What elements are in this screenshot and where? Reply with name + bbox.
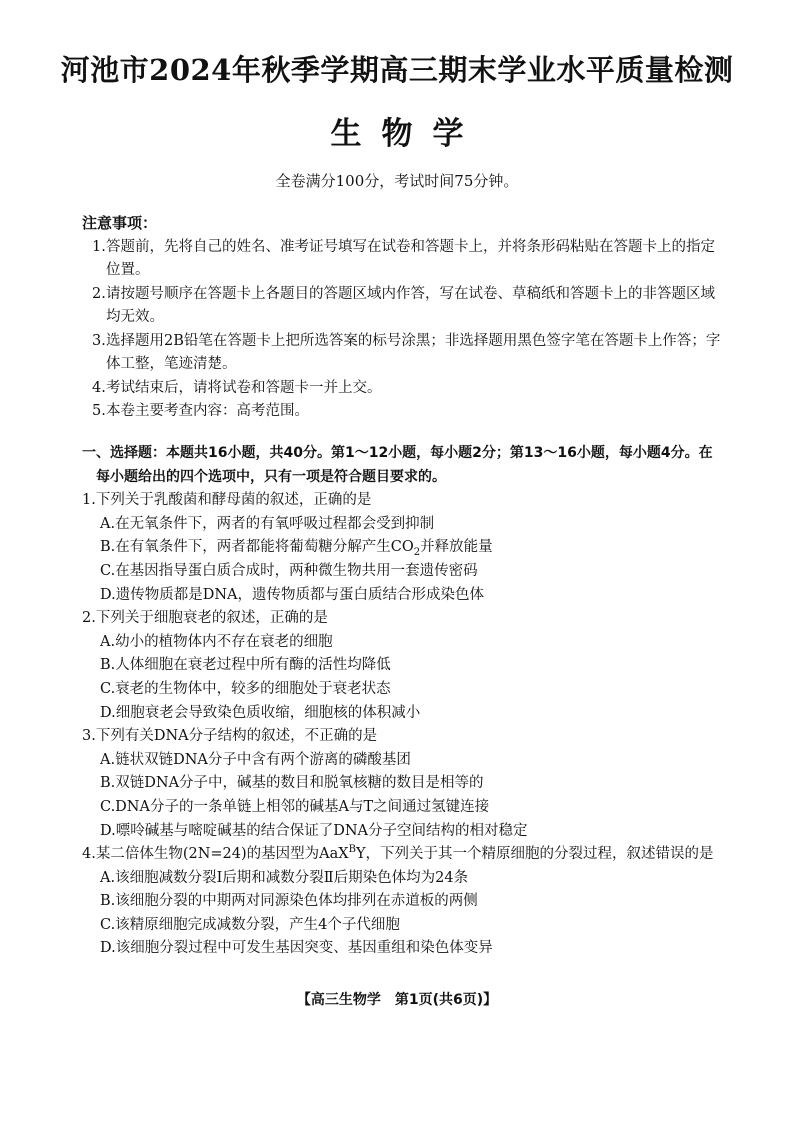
option-a: A.该细胞减数分裂Ⅰ后期和减数分裂Ⅱ后期染色体均为24条 [100,869,469,886]
option-c: C.在基因指导蛋白质合成时，两种微生物共用一套遗传密码 [100,562,478,579]
option-c: C.该精原细胞完成减数分裂，产生4个子代细胞 [100,916,400,933]
option-d: D.嘌呤碱基与嘧啶碱基的结合保证了DNA分子空间结构的相对稳定 [100,822,528,839]
question-stem: 2.下列关于细胞衰老的叙述，正确的是 [82,610,328,627]
option-c: C.DNA分子的一条单链上相邻的碱基A与T之间通过氢键连接 [100,798,490,815]
exam-title: 河池市2024年秋季学期高三期末学业水平质量检测 [60,53,734,87]
notice-item: 4.考试结束后，请将试卷和答题卡一并上交。 [92,379,382,396]
notice-item: 2.请按题号顺序在答题卡上各题目的答题区域内作答，写在试卷、草稿纸和答题卡上的非答题区域均无效。 [92,285,715,325]
question-1 [82,489,717,607]
notice-block [82,212,722,424]
option-d: D.细胞衰老会导致染色质收缩，细胞核的体积减小 [100,704,421,721]
question-4 [82,843,717,961]
option-b: B.人体细胞在衰老过程中所有酶的活性均降低 [100,657,391,674]
page-footer: 【高三生物学 第1页(共6页)】 [296,992,498,1008]
option-b: B.在有氧条件下，两者都能将葡萄糖分解产生$CO_2$并释放能量 [100,539,493,559]
option-c: C.衰老的生物体中，较多的细胞处于衰老状态 [100,680,391,697]
notice-item: 5.本卷主要考查内容：高考范围。 [92,403,309,419]
option-a: A.链状双链DNA分子中含有两个游离的磷酸基团 [100,751,411,768]
notice-heading: 注意事项： [82,214,158,232]
option-d: D.遗传物质都是DNA，遗传物质都与蛋白质结合形成染色体 [100,586,485,603]
score-info: 全卷满分100分，考试时间75分钟。 [275,172,519,190]
question-stem: 4.某二倍体生物(2N=24)的基因型为AaX$^B$Y，下列关于其一个精原细胞的分裂过程，叙述错误的是 [82,844,714,863]
question-list [82,442,717,961]
notice-item: 3.选择题用2B铅笔在答题卡上把所选答案的标号涂黑；非选择题用黑色签字笔在答题卡上作答；字体工整，笔迹清楚。 [92,332,721,372]
option-b: B.该细胞分裂的中期两对同源染色体均排列在赤道板的两侧 [100,893,478,910]
option-d: D.该细胞分裂过程中可发生基因突变、基因重组和染色体变异 [100,940,493,957]
option-a: A.幼小的植物体内不存在衰老的细胞 [100,633,333,650]
section-title: 一、选择题：本题共16小题，共40分。第1～12小题，每小题2分；第13～16小题，每小题4分。在每小题给出的四个选项中，只有一项是符合题目要求的。 [82,445,713,485]
question-stem: 3.下列有关DNA分子结构的叙述，不正确的是 [82,728,378,745]
question-3 [82,725,717,843]
notice-item: 1.答题前，先将自己的姓名、准考证号填写在试卷和答题卡上，并将条形码粘贴在答题卡上的指定位置。 [92,238,715,278]
question-stem: 1.下列关于乳酸菌和酵母菌的叙述，正确的是 [82,492,372,509]
question-2 [82,607,717,725]
option-b: B.双链DNA分子中，碱基的数目和脱氧核糖的数目是相等的 [100,775,484,792]
subject-title: 生物学 [330,116,484,152]
option-a: A.在无氧条件下，两者的有氧呼吸过程都会受到抑制 [100,515,435,532]
